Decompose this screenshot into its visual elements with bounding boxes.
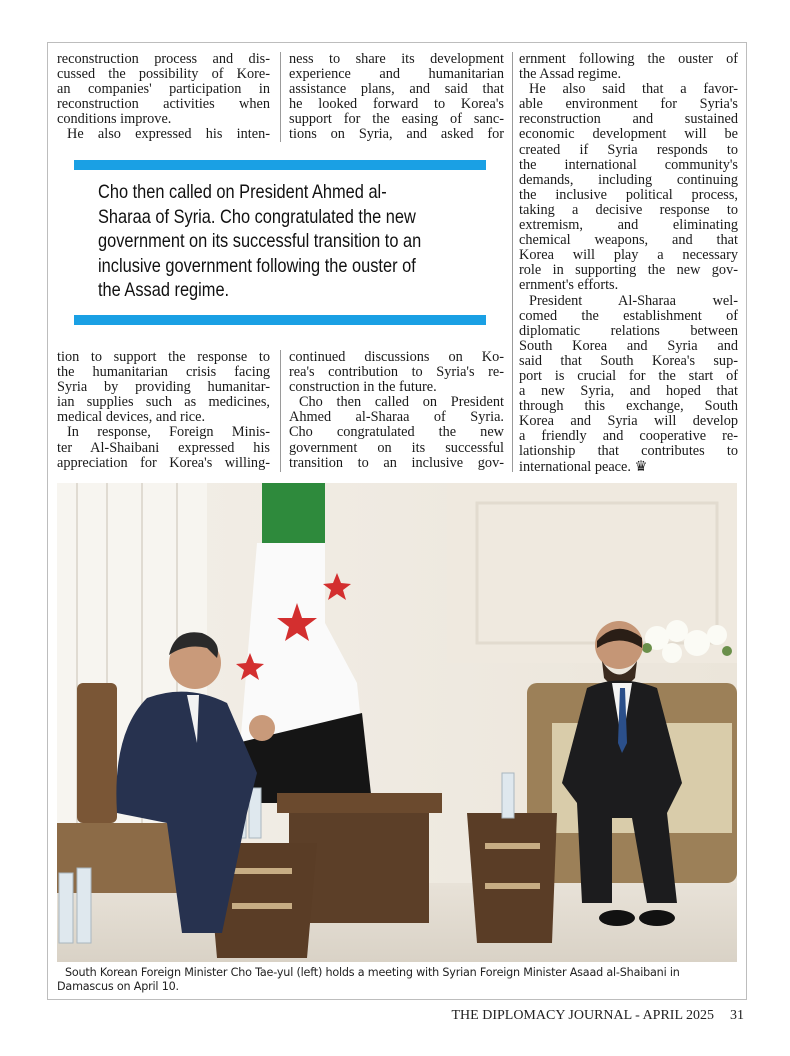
pull-quote-bottom-bar	[74, 315, 486, 325]
pull-quote	[74, 160, 486, 325]
article-text-line: through this exchange, South	[519, 399, 738, 415]
article-column-2-top	[289, 52, 504, 143]
article-text-line: ter Al-Shaibani expressed his	[57, 440, 270, 456]
column-divider	[280, 350, 281, 472]
article-text-line: Syria by providing humanitar-	[57, 380, 270, 396]
article-text-line: He also expressed his inten-	[67, 127, 270, 143]
article-text-line: medical devices, and rice.	[57, 410, 206, 426]
article-text-line: ernment's efforts.	[519, 278, 619, 294]
article-text-line: experience and humanitarian	[289, 67, 504, 83]
article-text-line: the international community's	[519, 157, 738, 173]
article-text-line: economic development will be	[519, 127, 738, 143]
article-column-1-bottom	[57, 350, 270, 471]
article-text-line: ness to share its development	[289, 52, 504, 67]
article-text-line: assistance plans, and said that	[289, 82, 504, 98]
article-text-line: President Al-Sharaa wel-	[529, 293, 738, 309]
article-text-line: cussed the possibility of Kore-	[57, 67, 270, 83]
article-text-line: he looked forward to Korea's	[289, 97, 504, 113]
article-text-line: chemical weapons, and that	[519, 233, 738, 249]
article-text-line: continued discussions on Ko-	[289, 350, 504, 365]
article-text-line: reconstruction and sustained	[519, 112, 738, 128]
pull-quote-line: Sharaa of Syria. Cho congratulated the new	[98, 205, 416, 228]
article-text-line: the Assad regime.	[519, 67, 622, 83]
meeting-photo	[57, 483, 737, 962]
article-text-line: international peace. ♛	[519, 459, 648, 475]
page-number: 31	[730, 1008, 744, 1023]
article-text-line: tion to support the response to	[57, 350, 270, 365]
article-column-2-bottom	[289, 350, 504, 471]
pull-quote-top-bar	[74, 160, 486, 170]
article-text-line: In response, Foreign Minis-	[67, 425, 270, 441]
article-text-line: Ahmed al-Sharaa of Syria.	[289, 410, 504, 426]
article-text-line: Korea and Syria will develop	[519, 414, 738, 430]
column-divider	[512, 52, 513, 472]
article-text-line: appreciation for Korea's willing-	[57, 455, 270, 471]
article-text-line: an companies' participation in	[57, 82, 270, 98]
article-text-line: demands, including continuing	[519, 172, 738, 188]
article-text-line: the inclusive political process,	[519, 187, 738, 203]
photo-caption: South Korean Foreign Minister Cho Tae-yul (left) holds a meeting with Syrian Foreign Minister Asaad al-Shaibani in Damascus on April 10.	[57, 966, 680, 993]
article-column-3	[519, 52, 738, 475]
meeting-photo-image	[57, 483, 737, 962]
article-text-line: support for the easing of sanc-	[289, 112, 504, 128]
article-text-line: Cho congratulated the new	[289, 425, 504, 441]
article-text-line: Korea will play a necessary	[519, 248, 738, 264]
article-text-line: diplomatic relations between	[519, 323, 738, 339]
pull-quote-line: Cho then called on President Ahmed al-	[98, 181, 387, 203]
article-text-line: reconstruction process and dis-	[57, 52, 270, 67]
pull-quote-line: government on its successful transition to an	[98, 230, 422, 252]
article-text-line: able environment for Syria's	[519, 97, 738, 113]
article-column-1-top	[57, 52, 270, 143]
article-text-line: extremism, and eliminating	[519, 218, 738, 234]
pull-quote-text	[98, 180, 484, 303]
column-divider	[280, 52, 281, 142]
article-text-line: lationship that contributes to	[519, 444, 738, 460]
article-text-line: reconstruction activities when	[57, 97, 270, 113]
pull-quote-line: inclusive government following the ouster of	[98, 254, 416, 277]
page-footer	[452, 1008, 745, 1024]
article-text-line: rea's contribution to Syria's re-	[289, 365, 504, 381]
article-text-line: comed the establishment of	[519, 308, 738, 324]
article-text-line: a new Syria, and hoped that	[519, 384, 738, 400]
article-text-line: ian supplies such as medicines,	[57, 395, 270, 411]
article-text-line: port is crucial for the start of	[519, 368, 738, 384]
publication-name: THE DIPLOMACY JOURNAL - APRIL 2025	[451, 1008, 714, 1023]
article-text-line: tions on Syria, and asked for	[289, 127, 504, 143]
article-text-line: construction in the future.	[289, 380, 437, 396]
article-text-line: taking a decisive response to	[519, 202, 738, 218]
article-text-line: said that South Korea's sup-	[519, 353, 738, 369]
article-text-line: ernment following the ouster of	[519, 52, 738, 67]
article-text-line: Cho then called on President	[299, 395, 504, 411]
article-text-line: conditions improve.	[57, 112, 172, 128]
article-text-line: government on its successful	[289, 440, 504, 456]
article-text-line: a friendly and cooperative re-	[519, 429, 738, 445]
article-text-line: the humanitarian crisis facing	[57, 365, 270, 381]
article-text-line: created if Syria responds to	[519, 142, 738, 158]
article-text-line: South Korea and Syria and	[519, 338, 738, 354]
article-text-line: role in supporting the new gov-	[519, 263, 738, 279]
article-text-line: He also said that a favor-	[529, 82, 738, 98]
article-text-line: transition to an inclusive gov-	[289, 455, 504, 471]
pull-quote-line: the Assad regime.	[98, 279, 230, 301]
